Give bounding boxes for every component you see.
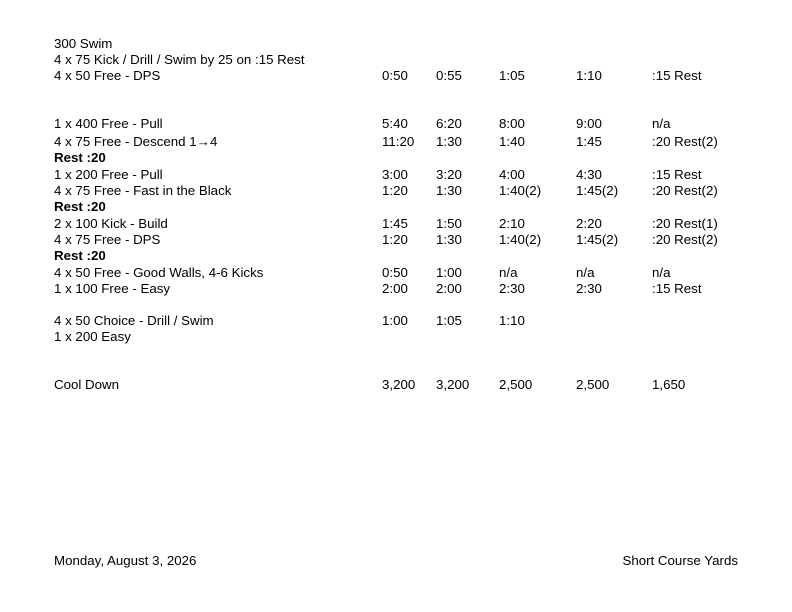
interval-cell: 1:20 xyxy=(382,183,408,198)
interval-cell: 2:00 xyxy=(436,281,462,296)
interval-cell: 1:45(2) xyxy=(576,183,619,198)
set-description: 4 x 75 Free - DPS xyxy=(54,232,161,247)
set-row xyxy=(0,68,792,84)
set-row xyxy=(0,313,792,329)
interval-cell: :20 Rest(2) xyxy=(652,183,718,198)
interval-cell: :15 Rest xyxy=(652,167,702,182)
interval-cell: 2:00 xyxy=(382,281,408,296)
set-row xyxy=(0,281,792,297)
interval-cell: 2:20 xyxy=(576,216,602,231)
interval-cell: 4:30 xyxy=(576,167,602,182)
interval-cell: 1:05 xyxy=(436,313,462,328)
set-description: Rest :20 xyxy=(54,150,106,165)
interval-cell: 2,500 xyxy=(576,377,610,392)
interval-cell: 1:30 xyxy=(436,183,462,198)
set-description: 1 x 200 Easy xyxy=(54,329,131,344)
set-description: Rest :20 xyxy=(54,248,106,263)
set-row xyxy=(0,52,792,68)
interval-cell: 1:45 xyxy=(576,134,602,149)
interval-cell: n/a xyxy=(499,265,518,280)
interval-cell: 11:20 xyxy=(382,134,415,149)
set-description: 4 x 50 Free - DPS xyxy=(54,68,161,83)
interval-cell: 1:10 xyxy=(576,68,602,83)
interval-cell: 4:00 xyxy=(499,167,525,182)
interval-cell: n/a xyxy=(652,116,671,131)
interval-cell: 1:40 xyxy=(499,134,525,149)
interval-cell: 1:40(2) xyxy=(499,232,542,247)
interval-cell: 1:45 xyxy=(382,216,408,231)
interval-cell: :15 Rest xyxy=(652,281,702,296)
interval-cell: 1:10 xyxy=(499,313,525,328)
set-row xyxy=(0,216,792,232)
interval-cell: 1:20 xyxy=(382,232,408,247)
set-description: 4 x 75 Kick / Drill / Swim by 25 on :15 Rest xyxy=(54,52,305,67)
interval-cell: 1:00 xyxy=(382,313,408,328)
set-row xyxy=(0,265,792,281)
interval-cell: 1:00 xyxy=(436,265,462,280)
footer-course-type: Short Course Yards xyxy=(622,553,738,568)
interval-cell: 1:30 xyxy=(436,232,462,247)
interval-cell: 0:55 xyxy=(436,68,462,83)
set-row xyxy=(0,232,792,248)
interval-cell: 2:10 xyxy=(499,216,525,231)
interval-cell: 8:00 xyxy=(499,116,525,131)
interval-cell: 3,200 xyxy=(382,377,416,392)
interval-cell: 2:30 xyxy=(576,281,602,296)
interval-cell: 1:40(2) xyxy=(499,183,542,198)
interval-cell: n/a xyxy=(652,265,671,280)
set-row xyxy=(0,329,792,345)
set-description: 1 x 200 Free - Pull xyxy=(54,167,163,182)
set-row xyxy=(0,116,792,132)
set-row xyxy=(0,134,792,150)
interval-cell: 3:20 xyxy=(436,167,462,182)
interval-cell: :15 Rest xyxy=(652,68,702,83)
set-description: 300 Swim xyxy=(54,36,113,51)
set-description: Rest :20 xyxy=(54,199,106,214)
interval-cell: 6:20 xyxy=(436,116,462,131)
interval-cell: 9:00 xyxy=(576,116,602,131)
interval-cell: 5:40 xyxy=(382,116,408,131)
interval-cell: n/a xyxy=(576,265,595,280)
interval-cell: 3,200 xyxy=(436,377,470,392)
interval-cell: 1,650 xyxy=(652,377,686,392)
set-description: 1 x 400 Free - Pull xyxy=(54,116,163,131)
set-description: 2 x 100 Kick - Build xyxy=(54,216,168,231)
set-description: 4 x 75 Free - Fast in the Black xyxy=(54,183,232,198)
rest-row xyxy=(0,150,792,166)
set-description: 1 x 100 Free - Easy xyxy=(54,281,171,296)
interval-cell: 0:50 xyxy=(382,68,408,83)
set-row xyxy=(0,36,792,52)
set-description: 4 x 50 Choice - Drill / Swim xyxy=(54,313,214,328)
interval-cell: 2,500 xyxy=(499,377,533,392)
set-row xyxy=(0,167,792,183)
interval-cell: :20 Rest(2) xyxy=(652,232,718,247)
interval-cell: 2:30 xyxy=(499,281,525,296)
interval-cell: 1:05 xyxy=(499,68,525,83)
set-description: 4 x 50 Free - Good Walls, 4-6 Kicks xyxy=(54,265,264,280)
footer-date: Monday, August 3, 2026 xyxy=(54,553,197,568)
set-description: Cool Down xyxy=(54,377,120,392)
set-row xyxy=(0,377,792,393)
interval-cell: :20 Rest(1) xyxy=(652,216,718,231)
interval-cell: 3:00 xyxy=(382,167,408,182)
interval-cell: 1:30 xyxy=(436,134,462,149)
interval-cell: 1:45(2) xyxy=(576,232,619,247)
interval-cell: 1:50 xyxy=(436,216,462,231)
interval-cell: :20 Rest(2) xyxy=(652,134,718,149)
interval-cell: 0:50 xyxy=(382,265,408,280)
set-description: 4 x 75 Free - Descend 1→4 xyxy=(54,134,218,149)
set-row xyxy=(0,183,792,199)
rest-row xyxy=(0,199,792,215)
rest-row xyxy=(0,248,792,264)
